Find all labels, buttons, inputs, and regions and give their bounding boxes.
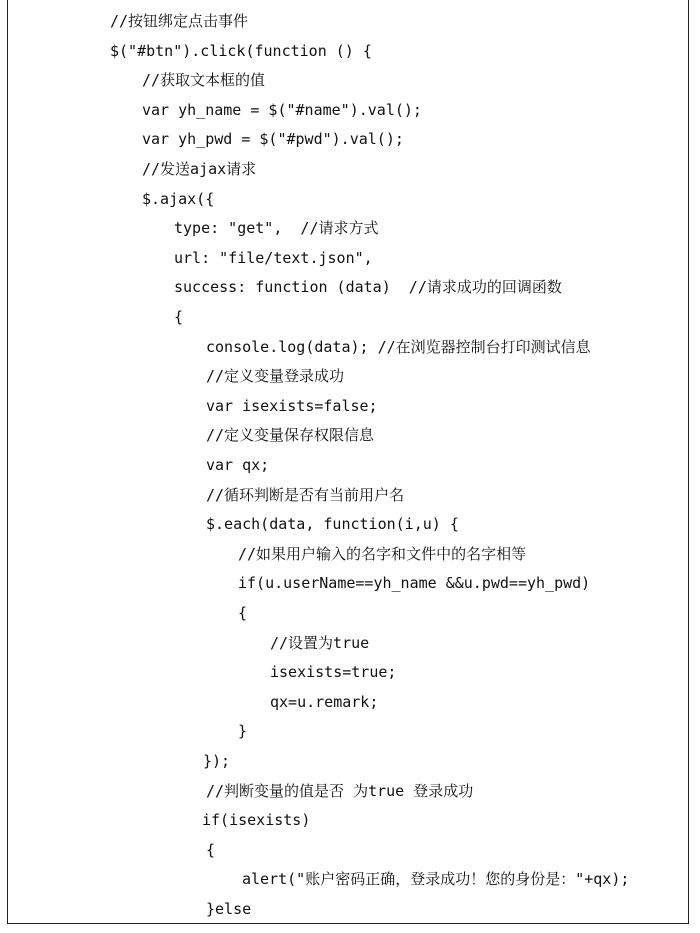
code-line: }); — [203, 752, 231, 770]
code-line: //定义变量登录成功 — [206, 367, 345, 385]
code-line: $.ajax({ — [142, 190, 215, 208]
code-line: var yh_pwd = $("#pwd").val(); — [142, 130, 404, 148]
code-line: { — [174, 308, 184, 326]
code-line: { — [206, 841, 216, 859]
code-line: //按钮绑定点击事件 — [110, 12, 249, 30]
code-line: alert("账户密码正确，登录成功！您的身份是："+qx); — [242, 870, 630, 888]
code-line: //发送ajax请求 — [142, 160, 257, 178]
code-line: }else — [206, 900, 252, 918]
code-line: if(u.userName==yh_name &&u.pwd==yh_pwd) — [238, 574, 591, 592]
code-line: //循环判断是否有当前用户名 — [206, 486, 405, 504]
code-line: if(isexists) — [202, 811, 311, 829]
code-line: $("#btn").click(function () { — [110, 42, 372, 60]
code-line: success: function (data) //请求成功的回调函数 — [174, 278, 562, 296]
code-line: //如果用户输入的名字和文件中的名字相等 — [238, 545, 527, 563]
code-line: url: "file/text.json", — [174, 249, 373, 267]
code-line: //判断变量的值是否 为true 登录成功 — [206, 782, 474, 800]
code-line: var isexists=false; — [206, 397, 378, 415]
code-line: type: "get", //请求方式 — [174, 219, 379, 237]
code-line: //设置为true — [270, 634, 370, 652]
code-line: $.each(data, function(i,u) { — [206, 515, 459, 533]
code-line: //定义变量保存权限信息 — [206, 426, 375, 444]
code-line: { — [238, 604, 248, 622]
code-line: qx=u.remark; — [270, 693, 379, 711]
code-line: var qx; — [206, 456, 270, 474]
code-line: isexists=true; — [270, 663, 397, 681]
code-line: //获取文本框的值 — [142, 71, 266, 89]
code-line: console.log(data); //在浏览器控制台打印测试信息 — [206, 338, 591, 356]
code-line: } — [238, 722, 248, 740]
code-line: var yh_name = $("#name").val(); — [142, 101, 422, 119]
